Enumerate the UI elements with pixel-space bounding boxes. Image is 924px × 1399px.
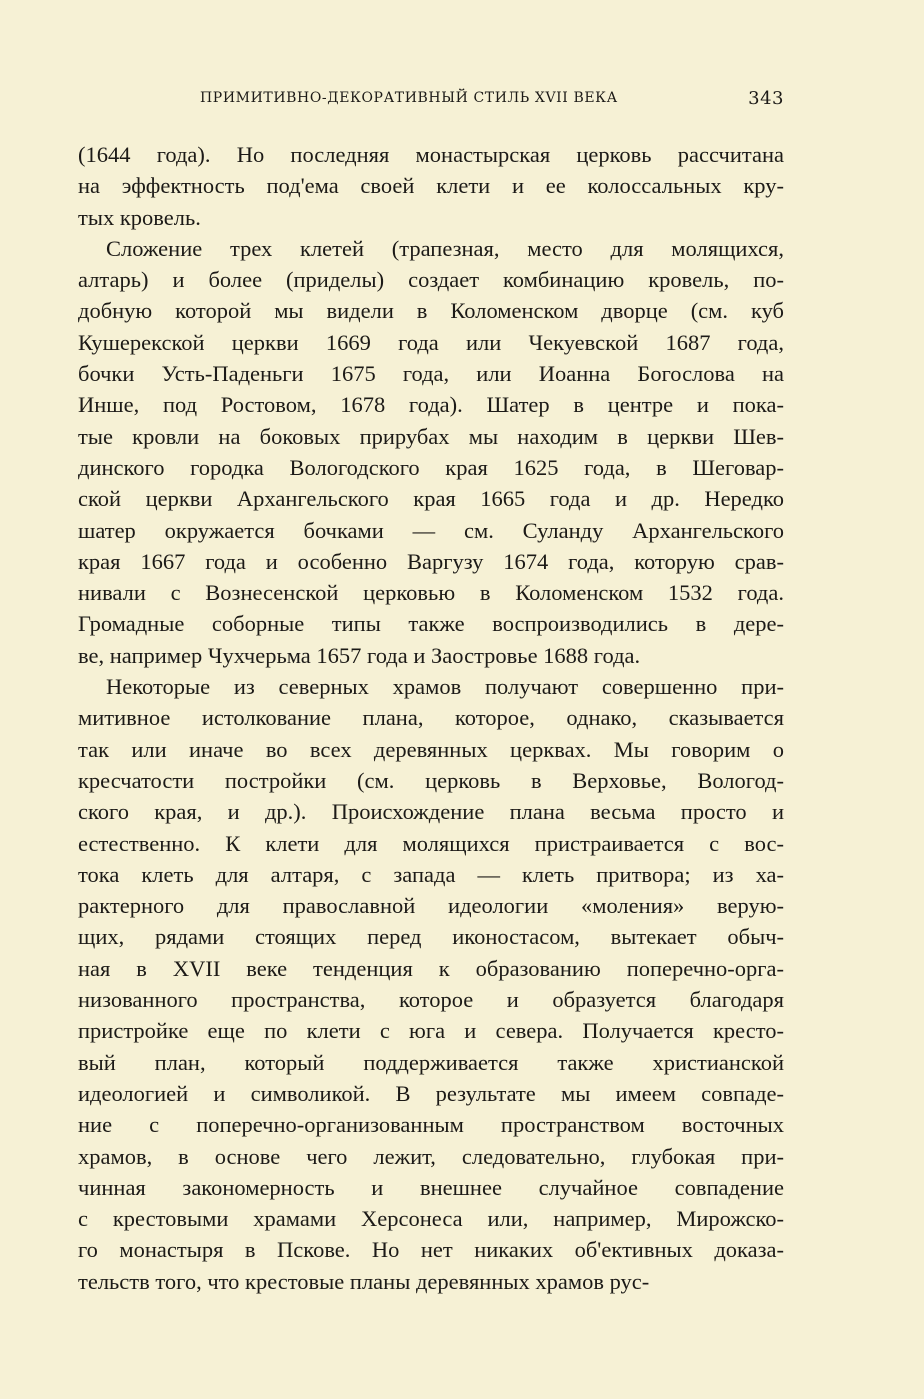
text-line: естественно. К клети для молящихся пристраивается с вос- (78, 830, 784, 856)
text-line: идеологией и символикой. В результате мы имеем совпаде- (78, 1080, 784, 1106)
text-line: тока клеть для алтаря, с запада — клеть притвора; из ха- (78, 861, 784, 887)
text-line: храмов, в основе чего лежит, следовательно, глубокая при- (78, 1143, 784, 1169)
text-line: (1644 года). Но последняя монастырская церковь рассчитана (78, 142, 784, 167)
page-number: 343 (748, 88, 784, 109)
text-line: пристройке еще по клети с юга и севера. Получается кресто- (78, 1018, 784, 1044)
text-line: Инше, под Ростовом, 1678 года). Шатер в центре и пока- (78, 392, 784, 418)
text-line: тельств того, что крестовые планы деревянных храмов рус- (78, 1268, 650, 1294)
paragraph (78, 139, 784, 233)
body-text (78, 139, 784, 1297)
text-line: Сложение трех клетей (трапезная, место для молящихся, (106, 235, 784, 261)
text-line: Кушерекской церкви 1669 года или Чекуевской 1687 года, (78, 329, 784, 355)
text-line: го монастыря в Пскове. Но нет никаких об'ективных доказа- (78, 1237, 784, 1263)
text-line: низованного пространства, которое и образуется благодаря (78, 987, 784, 1013)
text-line: ской церкви Архангельского края 1665 года и др. Нередко (78, 486, 784, 512)
text-line: ве, например Чухчерьма 1657 года и Заостровье 1688 года. (78, 642, 641, 668)
text-line: митивное истолкование плана, которое, однако, сказывается (78, 705, 784, 731)
text-line: так или иначе во всех деревянных церквах. Мы говорим о (78, 736, 784, 762)
running-title: ПРИМИТИВНО-ДЕКОРАТИВНЫЙ СТИЛЬ XVII ВЕКА (200, 90, 618, 106)
text-line: с крестовыми храмами Херсонеса или, например, Мирожско- (78, 1206, 784, 1232)
text-line: вый план, который поддерживается также христианской (78, 1049, 784, 1075)
text-line: нивали с Вознесенской церковью в Коломенском 1532 года. (78, 580, 784, 606)
text-line: кресчатости постройки (см. церковь в Верховье, Вологод- (78, 767, 784, 793)
text-line: рактерного для православной идеологии «моления» верую- (78, 893, 784, 919)
text-line: тые кровли на боковых прирубах мы находим в церкви Шев- (78, 423, 784, 449)
text-line: щих, рядами стоящих перед иконостасом, вытекает обыч- (78, 924, 784, 950)
text-line: Некоторые из северных храмов получают совершенно при- (106, 674, 784, 700)
text-line: динского городка Вологодского края 1625 года, в Шеговар- (78, 454, 784, 480)
text-line: чинная закономерность и внешнее случайное совпадение (78, 1174, 784, 1200)
text-line: на эффектность под'ема своей клети и ее колоссальных кру- (78, 173, 784, 199)
text-line: бочки Усть-Паденьги 1675 года, или Иоанна Богослова на (78, 361, 784, 387)
text-line: края 1667 года и особенно Варгузу 1674 года, которую срав- (78, 548, 784, 574)
running-head (78, 88, 784, 112)
text-line: ние с поперечно-организованным пространством восточных (78, 1112, 784, 1138)
text-line: ского края, и др.). Происхождение плана весьма просто и (78, 799, 784, 825)
text-line: алтарь) и более (приделы) создает комбинацию кровель, по- (78, 267, 784, 293)
text-line: Громадные соборные типы также воспроизводились в дере- (78, 611, 784, 637)
text-line: ная в XVII веке тенденция к образованию поперечно-орга- (78, 955, 784, 981)
text-line: добную которой мы видели в Коломенском дворце (см. куб (78, 298, 784, 324)
paragraph (78, 671, 784, 1297)
paragraph (78, 233, 784, 671)
text-line: шатер окружается бочками — см. Суланду Архангельского (78, 517, 784, 543)
text-line: тых кровель. (78, 204, 201, 230)
